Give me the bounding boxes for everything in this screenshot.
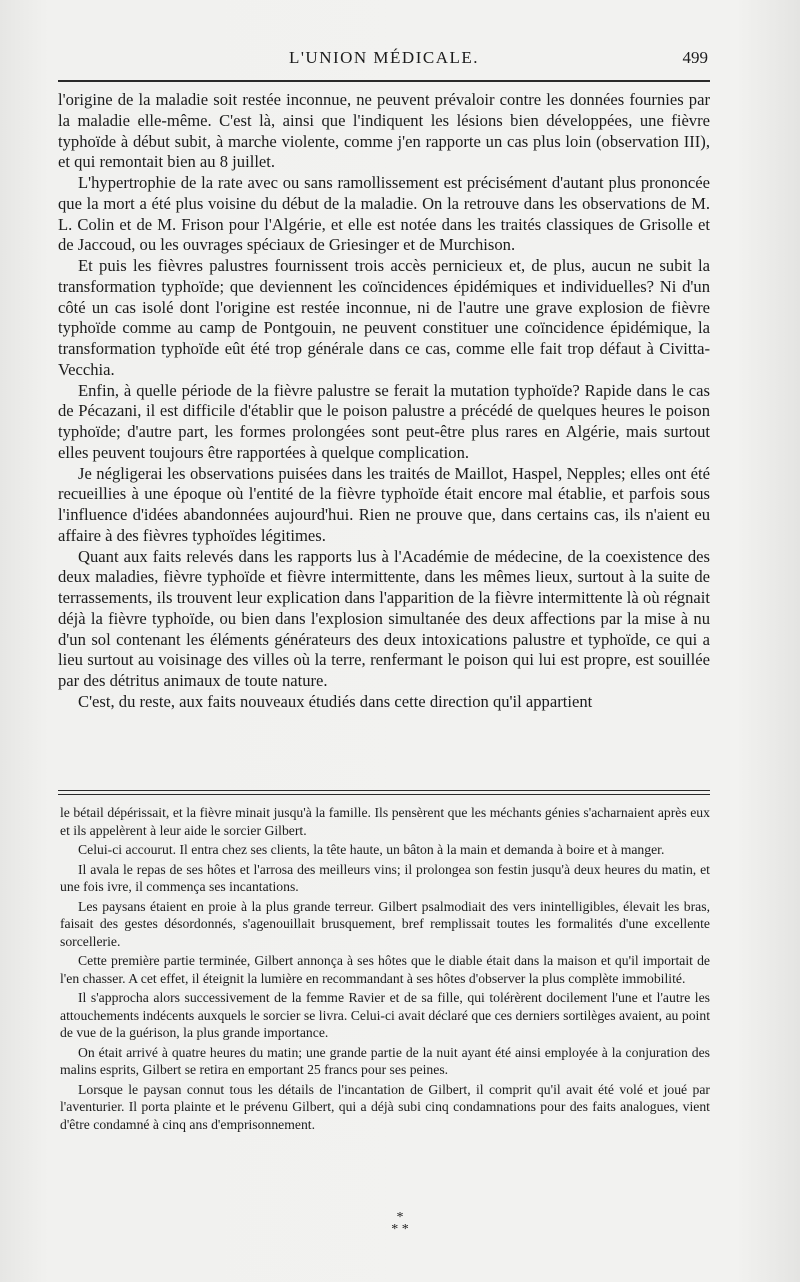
feuilleton-paragraph: Il avala le repas de ses hôtes et l'arrosa des meilleurs vins; il prolongea son festin jusqu'à deux heures du matin, et une fois ivre, il commença ses incantations.: [60, 861, 710, 894]
body-paragraph: l'origine de la maladie soit restée inconnue, ne peuvent prévaloir contre les données fournies par la maladie elle-même. C'est là, ainsi que l'indiquent les lésions bien développées, une fièvre typhoïde à début subit, à marche violente, comme j'en rapporte un cas plus loin (observation III), et qui remontait bien au 8 juillet.: [58, 90, 710, 172]
feuilleton-text: [60, 804, 710, 1135]
feuilleton-paragraph: Il s'approcha alors successivement de la femme Ravier et de sa fille, qui tolérèrent docilement l'une et l'autre les attouchements indécents auxquels le sorcier se livra. Celui-ci avait déclaré que ces derniers sortilèges avaient, au point de vue de la guérison, la plus grande importance.: [60, 990, 710, 1040]
body-paragraph: C'est, du reste, aux faits nouveaux étudiés dans cette direction qu'il appartient: [78, 691, 593, 711]
running-title: L'UNION MÉDICALE.: [288, 48, 480, 67]
feuilleton-paragraph: On était arrivé à quatre heures du matin; une grande partie de la nuit ayant été ainsi employée à la conjuration des malins esprits, Gilbert se retira en emportant 25 francs pour ses peines.: [60, 1044, 710, 1077]
asterism-top: *: [396, 1210, 404, 1225]
page-header: [58, 46, 710, 72]
feuilleton-paragraph: Lorsque le paysan connut tous les détails de l'incantation de Gilbert, il comprit qu'il avait été volé et joué par l'aventurier. Il porta plainte et le prévenu Gilbert, qui a déjà subi cinq condamnations pour des faits analogues, vient d'être condamné à cinq ans d'emprisonnement.: [60, 1081, 710, 1132]
asterism-separator: [0, 1212, 800, 1236]
feuilleton-paragraph: Celui-ci accourut. Il entra chez ses clients, la tête haute, un bâton à la main et demanda à boire et à manger.: [78, 842, 665, 857]
body-paragraph: Et puis les fièvres palustres fournissent trois accès pernicieux et, de plus, aucun ne subit la transformation typhoïde; que deviennent les coïncidences épidémiques et individuelles? Ni d'un côté un cas isolé dont l'origine est restée inconnue, ni de l'autre une grave explosion de fièvre typhoïde comme au camp de Pontgouin, ne peuvent constituer une coïncidence épidémique, la transformation typhoïde eût été trop générale dans ce cas, comme elle fait trop défaut à Civitta-Vecchia.: [58, 256, 710, 379]
body-paragraph: Enfin, à quelle période de la fièvre palustre se ferait la mutation typhoïde? Rapide dans le cas de Pécazani, il est difficile d'établir que le poison palustre a précédé de quelques heures le poison typhoïde; d'autre part, les formes prolongées sont peut-être plus rares en Algérie, mais surtout elles peuvent toujours être rapportées à quelque complication.: [58, 380, 710, 462]
asterism-bottom: * *: [391, 1222, 409, 1237]
body-paragraph: Quant aux faits relevés dans les rapports lus à l'Académie de médecine, de la coexistence des deux maladies, fièvre typhoïde et fièvre intermittente, dans les mêmes lieux, surtout à la suite de terrassements, ils trouvent leur explication dans l'apparition de la fièvre intermittente là où régnait déjà la fièvre typhoïde, ou bien dans l'explosion simultanée des deux affections par la mise à nu d'un sol contenant les éléments générateurs des deux intoxications palustre et typhoïde, ce qui a lieu surtout au voisinage des villes où la terre, renfermant le poison qui lui est propre, est souillée par des détritus animaux de toute nature.: [58, 546, 710, 690]
feuilleton-paragraph: Cette première partie terminée, Gilbert annonça à ses hôtes que le diable était dans la maison et qu'il importait de l'en chasser. A cet effet, il éteignit la lumière en recommandant à ses hôtes d'observer la plus complète immobilité.: [60, 953, 710, 986]
body-paragraph: L'hypertrophie de la rate avec ou sans ramollissement est précisément d'autant plus prononcée que la mort a été plus voisine du début de la maladie. On la retrouve dans les observations de M. L. Colin et de M. Frison pour l'Algérie, et elle est notée dans les traités classiques de Grisolle et de Jaccoud, ou les ouvrages spéciaux de Griesinger et de Murchison.: [58, 173, 710, 255]
feuilleton-separator: [58, 790, 710, 795]
page-number: 499: [682, 48, 708, 67]
main-body-text: [58, 90, 710, 713]
header-rule: [58, 80, 710, 82]
body-paragraph: Je négligerai les observations puisées dans les traités de Maillot, Haspel, Nepples; elles ont été recueillies à une époque où l'entité de la fièvre typhoïde était encore mal établie, et parfois sous l'influence d'idées abandonnées aujourd'hui. Rien ne prouve que, dans certains cas, ils n'aient eu affaire à des fièvres typhoïdes légitimes.: [58, 463, 710, 545]
feuilleton-paragraph: le bétail dépérissait, et la fièvre minait jusqu'à la famille. Ils pensèrent que les méchants génies s'acharnaient après eux et ils appelèrent à leur aide le sorcier Gilbert.: [60, 805, 710, 838]
feuilleton-paragraph: Les paysans étaient en proie à la plus grande terreur. Gilbert psalmodiait des vers inintelligibles, élevait les bras, faisait des gestes désordonnés, s'agenouillait brusquement, bref remplissait toutes les formalités d'une excellente sorcellerie.: [60, 898, 710, 949]
